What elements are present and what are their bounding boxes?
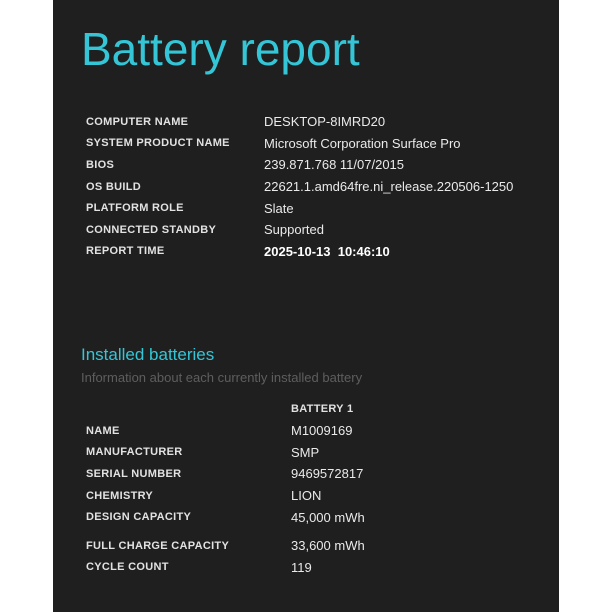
battery-row-cycle-count — [86, 557, 365, 579]
battery-row-full-charge-capacity — [86, 535, 365, 557]
info-label: CONNECTED STANDBY — [86, 223, 217, 236]
info-row-os-build — [86, 176, 513, 198]
info-label: OS BUILD — [86, 180, 141, 193]
battery-row-design-capacity — [86, 506, 365, 528]
installed-batteries-subtitle: Information about each currently installed battery — [81, 370, 363, 385]
battery-value: 33,600 mWh — [291, 538, 365, 554]
info-row-bios — [86, 154, 513, 176]
info-row-report-time — [86, 241, 513, 263]
info-value: Microsoft Corporation Surface Pro — [264, 135, 461, 151]
battery-row-chemistry — [86, 485, 365, 507]
info-label: REPORT TIME — [86, 245, 165, 258]
info-value: Supported — [264, 222, 324, 238]
header-spacer — [86, 398, 291, 420]
info-label: PLATFORM ROLE — [86, 202, 184, 215]
info-value: 239.871.768 11/07/2015 — [264, 157, 405, 173]
system-info-table — [86, 111, 513, 262]
info-row-computer-name — [86, 111, 513, 133]
info-value: 22621.1.amd64fre.ni_release.220506-1250 — [264, 179, 514, 195]
info-label: BIOS — [86, 158, 115, 171]
battery-table-header-row — [86, 398, 365, 420]
battery-value: SMP — [291, 444, 320, 460]
info-label: COMPUTER NAME — [86, 115, 189, 128]
battery-value: LION — [291, 488, 322, 504]
battery-1-column-header: BATTERY 1 — [291, 403, 354, 415]
battery-label: CYCLE COUNT — [86, 561, 169, 574]
info-value: Slate — [264, 200, 294, 216]
info-row-system-product-name — [86, 133, 513, 155]
battery-value: 45,000 mWh — [291, 509, 365, 525]
installed-batteries-table — [86, 398, 365, 578]
battery-label: NAME — [86, 424, 120, 437]
battery-label: SERIAL NUMBER — [86, 467, 182, 480]
info-row-connected-standby — [86, 219, 513, 241]
info-label: SYSTEM PRODUCT NAME — [86, 137, 230, 150]
info-row-platform-role — [86, 197, 513, 219]
battery-value: 9469572817 — [291, 466, 364, 482]
battery-label: FULL CHARGE CAPACITY — [86, 539, 230, 552]
battery-row-serial-number — [86, 463, 365, 485]
battery-label: CHEMISTRY — [86, 489, 154, 502]
battery-value: 119 — [291, 559, 312, 575]
battery-label: DESIGN CAPACITY — [86, 511, 192, 524]
row-gap-cell — [86, 528, 365, 535]
battery-label: MANUFACTURER — [86, 446, 183, 459]
page-title: Battery report — [81, 23, 360, 75]
battery-value: M1009169 — [291, 423, 353, 439]
info-value: DESKTOP-8IMRD20 — [264, 114, 386, 130]
report-time-value: 2025-10-13 10:46:10 — [264, 243, 390, 259]
battery-row-name — [86, 420, 365, 442]
installed-batteries-heading: Installed batteries — [81, 345, 215, 364]
row-gap — [86, 528, 365, 535]
battery-report-page — [53, 0, 559, 612]
battery-row-manufacturer — [86, 442, 365, 464]
